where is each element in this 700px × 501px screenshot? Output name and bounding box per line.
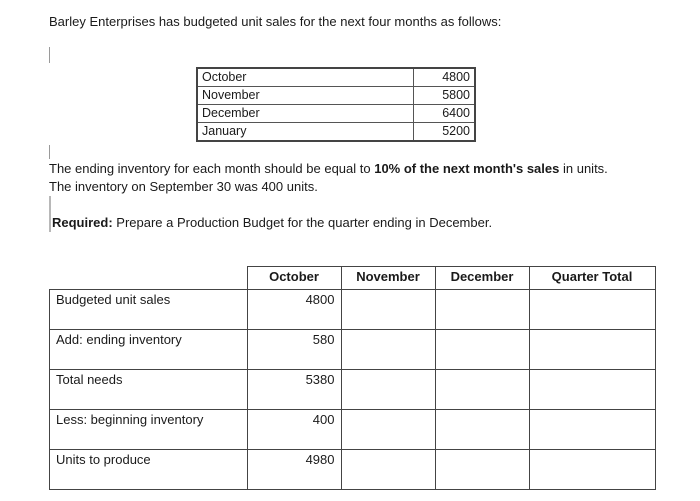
month-cell: December: [197, 105, 414, 123]
quarter-total-cell[interactable]: [529, 410, 655, 450]
row-label: Less: beginning inventory: [50, 410, 248, 450]
table-row: [50, 410, 656, 450]
units-cell: 5800: [414, 87, 476, 105]
policy-suffix: in units.: [559, 161, 608, 176]
units-cell: 6400: [414, 105, 476, 123]
row-label: Add: ending inventory: [50, 330, 248, 370]
policy-prefix: The ending inventory for each month should be equal to: [49, 161, 375, 176]
october-cell: 400: [247, 410, 341, 450]
header-october: October: [247, 267, 341, 290]
inventory-policy-text: [49, 160, 608, 178]
table-row: [197, 87, 475, 105]
inventory-start-text: The inventory on September 30 was 400 units.: [49, 179, 318, 194]
table-row: [50, 290, 656, 330]
table-row: [50, 330, 656, 370]
row-label: Budgeted unit sales: [50, 290, 248, 330]
october-cell: 4980: [247, 450, 341, 490]
december-cell[interactable]: [435, 370, 529, 410]
production-budget-table: [49, 266, 656, 490]
required-label: Required:: [52, 215, 113, 230]
text-cursor-3: [49, 196, 51, 232]
november-cell[interactable]: [341, 290, 435, 330]
quarter-total-cell[interactable]: [529, 330, 655, 370]
header-row: [50, 267, 656, 290]
month-cell: November: [197, 87, 414, 105]
november-cell[interactable]: [341, 450, 435, 490]
row-label: Units to produce: [50, 450, 248, 490]
header-november: November: [341, 267, 435, 290]
table-row: [50, 370, 656, 410]
december-cell[interactable]: [435, 450, 529, 490]
november-cell[interactable]: [341, 370, 435, 410]
december-cell[interactable]: [435, 330, 529, 370]
table-row: [197, 123, 475, 142]
text-cursor-1: [49, 47, 50, 63]
november-cell[interactable]: [341, 410, 435, 450]
table-row: [197, 105, 475, 123]
units-cell: 5200: [414, 123, 476, 142]
units-cell: 4800: [414, 68, 476, 87]
october-cell: 580: [247, 330, 341, 370]
month-cell: October: [197, 68, 414, 87]
unit-sales-table: [196, 67, 476, 142]
october-cell: 4800: [247, 290, 341, 330]
october-cell: 5380: [247, 370, 341, 410]
required-text: [52, 214, 492, 232]
quarter-total-cell[interactable]: [529, 290, 655, 330]
quarter-total-cell[interactable]: [529, 450, 655, 490]
header-quarter-total: Quarter Total: [529, 267, 655, 290]
text-cursor-2: [49, 145, 50, 159]
quarter-total-cell[interactable]: [529, 370, 655, 410]
header-december: December: [435, 267, 529, 290]
intro-text: Barley Enterprises has budgeted unit sales for the next four months as follows:: [49, 14, 502, 29]
header-blank: [50, 267, 248, 290]
december-cell[interactable]: [435, 410, 529, 450]
table-row: [197, 68, 475, 87]
policy-bold: 10% of the next month's sales: [374, 161, 560, 176]
november-cell[interactable]: [341, 330, 435, 370]
table-row: [50, 450, 656, 490]
required-body: Prepare a Production Budget for the quarter ending in December.: [112, 215, 493, 230]
december-cell[interactable]: [435, 290, 529, 330]
row-label: Total needs: [50, 370, 248, 410]
month-cell: January: [197, 123, 414, 142]
